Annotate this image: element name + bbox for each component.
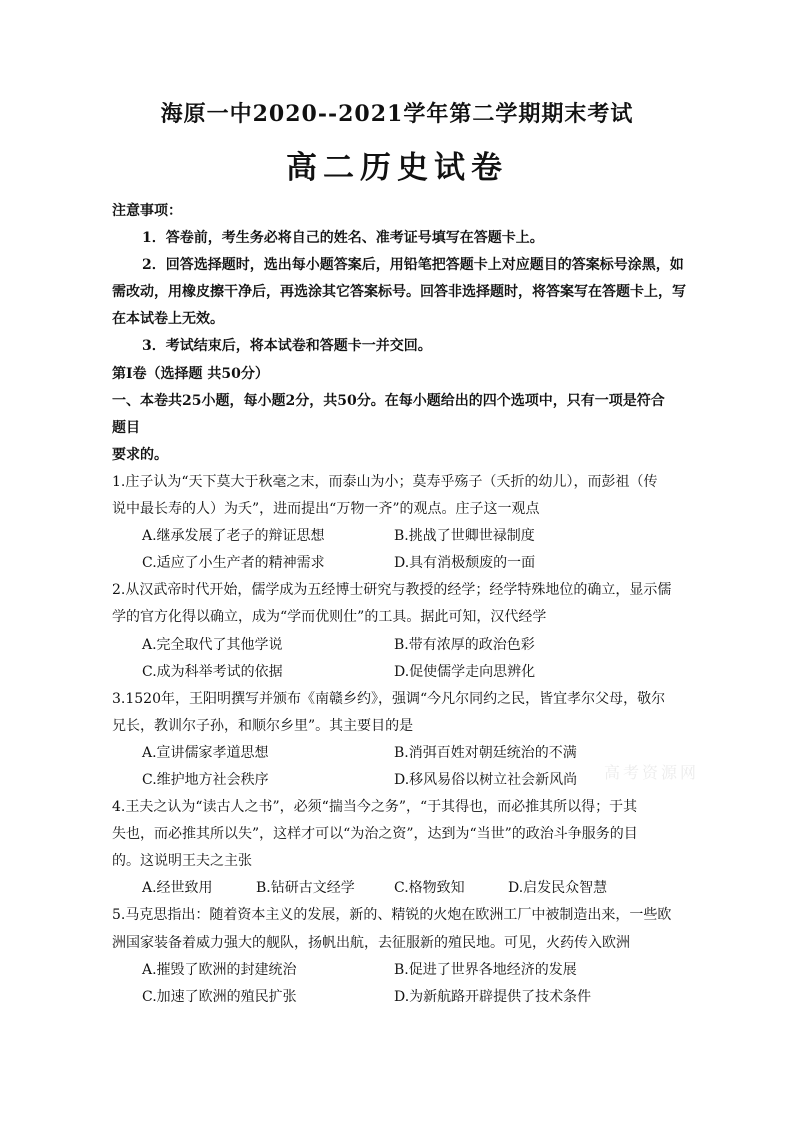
question-3-option-d: D.移风易俗以树立社会新风尚 <box>394 771 578 788</box>
question-5-option-d: D.为新航路开辟提供了技术条件 <box>394 988 592 1005</box>
exam-title: 海原一中2020--2021学年第二学期期末考试 <box>160 101 634 127</box>
question-4-line-2: 失也，而必推其所以失”，这样才可以“为治之资”，达到为“当世”的政治斗争服务的目 <box>112 826 638 843</box>
notice-item-3: 3．考试结束后，将本试卷和答题卡一并交回。 <box>142 338 432 355</box>
part1-instruction-line3: 要求的。 <box>112 446 168 463</box>
question-5 <box>112 902 686 1010</box>
question-2-option-d: D.促使儒学走向思辨化 <box>394 663 536 680</box>
question-1 <box>112 469 686 577</box>
question-4-option-a: A.经世致用 <box>142 880 213 897</box>
question-2-options-row-2 <box>112 659 686 686</box>
question-4-line-1: 4.王夫之认为“读古人之书”，必须“揣当今之务”，“于其得也，而必推其所以得；于其 <box>112 799 638 816</box>
question-2-option-c: C.成为科举考试的依据 <box>142 663 283 680</box>
watermark: 高考资源网 <box>604 763 700 782</box>
question-1-option-b: B.挑战了世卿世禄制度 <box>394 528 535 545</box>
question-5-line-1: 5.马克思指出：随着资本主义的发展，新的、精锐的火炮在欧洲工厂中被制造出来，一些欧 <box>112 907 672 924</box>
question-5-line-2: 洲国家装备着威力强大的舰队，扬帆出航，去征服新的殖民地。可见，火药传入欧洲 <box>112 934 630 951</box>
question-3-line-1: 3.1520年，王阳明撰写并颁布《南赣乡约》，强调“今凡尔同约之民，皆宜孝尔父母，敬尔 <box>112 690 666 707</box>
question-2 <box>112 577 686 685</box>
question-1-option-c: C.适应了小生产者的精神需求 <box>142 555 325 572</box>
question-1-line-2: 说中最长寿的人）为夭”，进而提出“万物一齐”的观点。庄子这一观点 <box>112 501 540 518</box>
question-3 <box>112 686 686 794</box>
question-5-option-b: B.促进了世界各地经济的发展 <box>394 961 577 978</box>
question-1-options-row-1 <box>112 523 686 550</box>
question-5-options-row-2 <box>112 984 686 1011</box>
notice-item-1: 1．答卷前，考生务必将自己的姓名、准考证号填写在答题卡上。 <box>142 230 544 247</box>
question-2-option-a: A.完全取代了其他学说 <box>142 636 283 653</box>
question-5-option-a: A.摧毁了欧洲的封建统治 <box>142 961 297 978</box>
exam-body <box>112 198 686 1011</box>
question-4 <box>112 794 686 902</box>
question-4-line-3: 的。这说明王夫之主张 <box>112 853 252 870</box>
question-5-options-row-1 <box>112 957 686 984</box>
question-2-line-1: 2.从汉武帝时代开始，儒学成为五经博士研究与教授的经学；经学特殊地位的确立，显示儒 <box>112 582 672 599</box>
question-4-options-row <box>112 875 686 902</box>
part1-instruction-line2: 题目 <box>112 419 140 436</box>
part1-heading: 第Ⅰ卷（选择题 共50分） <box>112 365 269 382</box>
question-4-option-c: C.格物致知 <box>394 880 465 897</box>
question-1-option-a: A.继承发展了老子的辩证思想 <box>142 528 325 545</box>
question-4-option-d: D.启发民众智慧 <box>508 880 608 897</box>
notice-item-2: 2．回答选择题时，选出每小题答案后，用铅笔把答题卡上对应题目的答案标号涂黑，如需改动，用橡皮擦干净后，再选涂其它答案标号。回答非选择题时，将答案写在答题卡上，写在本试卷上无效。 <box>112 257 686 328</box>
question-2-line-2: 学的官方化得以确立，成为“学而优则仕”的工具。据此可知，汉代经学 <box>112 609 547 626</box>
question-3-options-row-2 <box>112 767 686 794</box>
question-2-options-row-1 <box>112 632 686 659</box>
part1-instruction-line1: 一、本卷共25小题，每小题2分，共50分。在每小题给出的四个选项中，只有一项是符合 <box>112 392 665 409</box>
question-3-option-b: B.消弭百姓对朝廷统治的不满 <box>394 744 577 761</box>
question-5-option-c: C.加速了欧洲的殖民扩张 <box>142 988 297 1005</box>
exam-subtitle: 高二历史试卷 <box>286 150 508 186</box>
question-3-options-row-1 <box>112 740 686 767</box>
question-1-line-1: 1.庄子认为“天下莫大于秋毫之末，而泰山为小；莫寿乎殇子（夭折的幼儿），而彭祖（传 <box>112 473 658 490</box>
question-4-option-b: B.钻研古文经学 <box>256 880 355 897</box>
question-2-option-b: B.带有浓厚的政治色彩 <box>394 636 535 653</box>
question-3-line-2: 兄长，教训尔子孙，和顺尔乡里”。其主要目的是 <box>112 717 414 734</box>
question-1-option-d: D.具有消极颓废的一面 <box>394 555 536 572</box>
question-1-options-row-2 <box>112 550 686 577</box>
notice-heading: 注意事项： <box>112 203 182 219</box>
question-3-option-c: C.维护地方社会秩序 <box>142 771 269 788</box>
question-3-option-a: A.宣讲儒家孝道思想 <box>142 744 269 761</box>
